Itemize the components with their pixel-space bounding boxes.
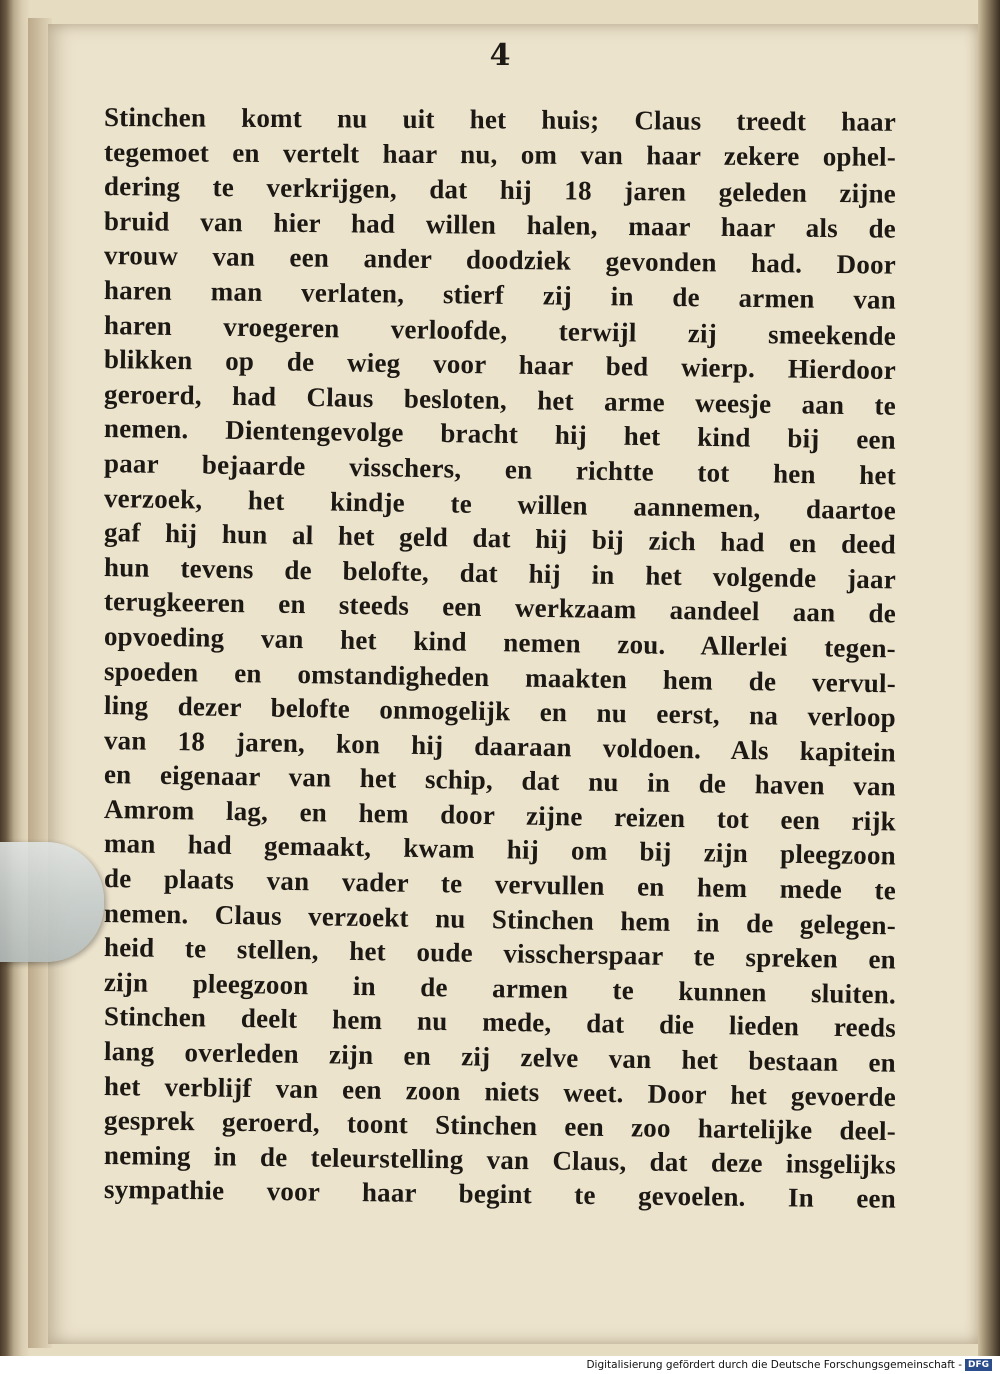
text-line: Stinchen deelt hem nu mede, dat die lieden reeds [103,1001,897,1044]
text-line: verzoek, het kindje te willen aannemen, daartoe [103,482,897,525]
text-line: paar bejaarde visschers, en richtte tot hen het [103,447,897,491]
body-text [103,100,897,1215]
text-line: terugkeeren en steeds een werkzaam aandeel aan de [103,586,897,629]
text-line: haren man verlaten, stierf zij in de armen van [103,274,897,315]
text-line: spoeden en omstandigheden maakten hem de vervul- [103,655,897,698]
text-line: opvoeding van het kind nemen zou. Allerlei tegen- [103,620,897,664]
text-line: dering te verkrijgen, dat hij 18 jaren geleden zijne [103,171,897,209]
footer-text: Digitalisierung gefördert durch die Deutsche Forschungsgemeinschaft - [586,1359,962,1371]
text-line: lang overleden zijn en zij zelve van het bestaan en [103,1036,897,1078]
text-line: man had gemaakt, kwam hij om bij zijn pleegzoon [103,828,897,871]
text-line: bruid van hier had willen halen, maar haar als de [103,205,897,244]
text-line: Amrom lag, en hem door zijne reizen tot een rijk [103,793,897,837]
footer-credit [586,1356,992,1374]
text-line: blikken op de wieg voor haar bed wierp. Hierdoor [103,344,897,386]
text-line: nemen. Claus verzoekt nu Stinchen hem in de gelegen- [103,897,897,941]
text-line: gaf hij hun al het geld dat hij bij zich had en deed [103,517,897,560]
text-line: Stinchen komt nu uit het huis; Claus treedt haar [103,102,897,137]
dfg-logo: DFG [965,1359,992,1371]
text-line: hun tevens de belofte, dat hij in het volgende jaar [103,551,897,595]
text-line: ling dezer belofte onmogelijk en nu eerst, na verloop [103,690,897,733]
text-line: de plaats van vader te vervullen en hem mede te [103,863,897,906]
text-line: geroerd, had Claus besloten, het arme weesje aan te [103,378,897,421]
page-number: 4 [489,38,511,73]
text-line: tegemoet en vertelt haar nu, om van haar zekere ophel- [103,136,897,172]
text-line: vrouw van een ander doodziek gevonden had. Door [103,240,897,281]
text-line: zijn pleegzoon in de armen te kunnen sluiten. [103,966,897,1010]
text-line: en eigenaar van het schip, dat nu in de haven van [103,759,897,802]
text-line: het verblijf van een zoon niets weet. Door het gevoerde [103,1070,897,1112]
book-edge-right [978,0,1000,1356]
text-line: heid te stellen, het oude visscherspaar te spreken en [103,932,897,975]
text-line: gesprek geroerd, toont Stinchen een zoo hartelijke deel- [103,1105,897,1147]
text-line: nemen. Dientengevolge bracht hij het kind bij een [103,413,897,456]
text-line: van 18 jaren, kon hij daaraan voldoen. Als kapitein [103,724,897,768]
text-line: haren vroegeren verloofde, terwijl zij smeekende [103,309,897,351]
text-line: sympathie voor haar begint te gevoelen. In een [103,1174,897,1215]
text-line: neming in de teleurstelling van Claus, dat deze insgelijks [103,1139,897,1180]
